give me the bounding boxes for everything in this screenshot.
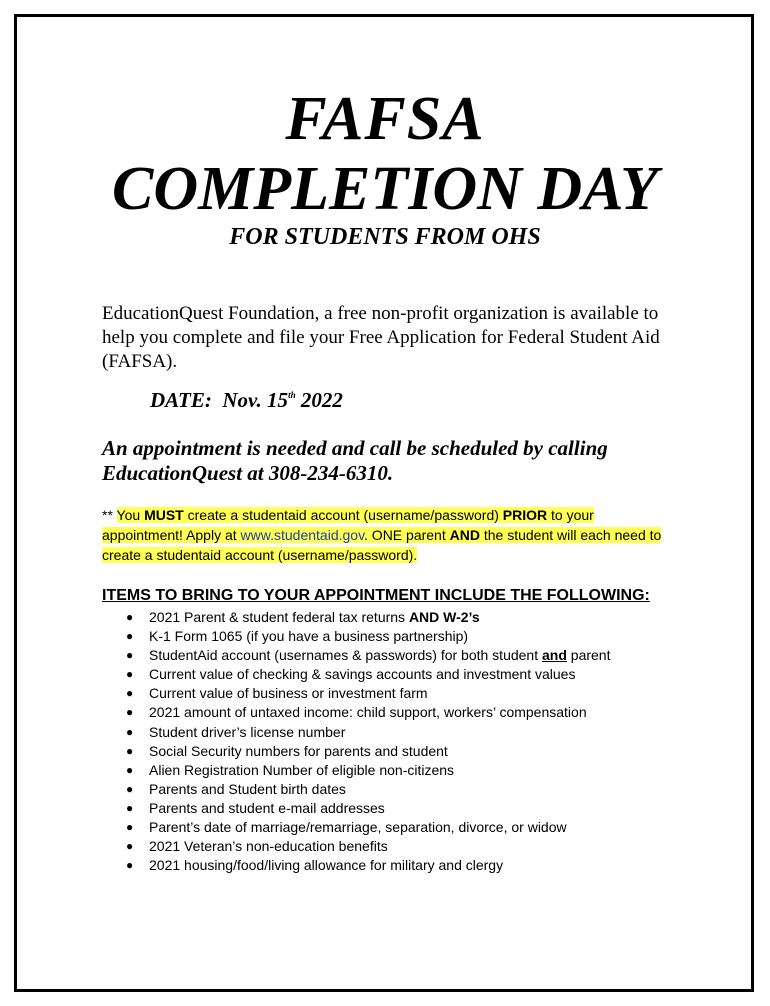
studentaid-link[interactable]: www.studentaid.gov <box>240 527 365 543</box>
notice-highlight <box>102 507 661 563</box>
page-title-line-2: COMPLETION DAY <box>112 155 658 223</box>
list-item <box>102 780 662 799</box>
list-item-text: 2021 Veteran’s non-education benefits <box>149 838 388 855</box>
list-item-text: K-1 Form 1065 (if you have a business partnership) <box>149 628 469 645</box>
bullet-icon: ● <box>126 667 134 682</box>
notice-prior: PRIOR <box>502 507 548 523</box>
bullet-icon: ● <box>126 839 134 854</box>
bullet-icon: ● <box>126 724 134 739</box>
list-item-text: 2021 amount of untaxed income: child support, workers’ compensation <box>149 704 587 721</box>
list-item-text: Alien Registration Number of eligible non-citizens <box>149 761 455 778</box>
items-list <box>102 608 662 875</box>
bullet-icon: ● <box>126 610 134 624</box>
list-item-text: Current value of business or investment farm <box>149 685 428 702</box>
list-item-text: Parents and student e-mail addresses <box>149 799 385 816</box>
bullet-icon: ● <box>126 820 134 835</box>
notice-prefix: ** <box>102 507 117 523</box>
notice-text-3: to your appointment! Apply at <box>102 507 594 543</box>
list-item-underlined: and <box>542 647 567 664</box>
notice-text-5: the student will each need to create a studentaid account (username/password). <box>102 527 662 563</box>
list-item-text-tail: parent <box>566 647 611 664</box>
list-item-text: Parent’s date of marriage/remarriage, separation, divorce, or widow <box>149 819 567 836</box>
list-item-text: Parents and Student birth dates <box>149 780 346 797</box>
page-title-line-1: FAFSA <box>285 85 485 153</box>
list-item <box>102 761 662 780</box>
notice-text-4: . ONE parent <box>364 527 450 543</box>
notice-text-1: You <box>116 507 145 523</box>
list-item <box>102 742 662 761</box>
list-item <box>102 608 662 627</box>
list-item <box>102 646 662 665</box>
bullet-icon: ● <box>126 648 134 663</box>
page-subtitle: FOR STUDENTS FROM OHS <box>229 224 541 250</box>
list-item <box>102 627 662 646</box>
list-item-text: 2021 housing/food/living allowance for military and clergy <box>149 857 504 874</box>
bullet-icon: ● <box>126 858 134 873</box>
list-item <box>102 684 662 703</box>
list-item-text: 2021 Parent & student federal tax returns <box>149 609 409 625</box>
bullet-icon: ● <box>126 686 134 701</box>
list-item-text: Current value of checking & savings accounts and investment values <box>149 666 576 683</box>
bullet-icon: ● <box>126 762 134 777</box>
list-item <box>102 818 662 837</box>
intro-paragraph: EducationQuest Foundation, a free non-profit organization is available to help you complete and file your Free Application for Federal Student Aid (FAFSA). <box>102 303 660 372</box>
list-item-emphasis: AND W-2’s <box>408 609 480 625</box>
items-heading: ITEMS TO BRING TO YOUR APPOINTMENT INCLUDE THE FOLLOWING: <box>102 587 650 604</box>
list-item <box>102 837 662 856</box>
bullet-icon: ● <box>126 781 134 796</box>
bullet-icon: ● <box>126 800 134 815</box>
list-item-text: Social Security numbers for parents and student <box>149 742 448 759</box>
notice-text-2: create a studentaid account (username/password) <box>183 507 503 523</box>
list-item <box>102 703 662 722</box>
notice-and: AND <box>449 527 480 543</box>
date-month-day: Nov. 15 <box>222 388 289 412</box>
list-item <box>102 665 662 684</box>
bullet-icon: ● <box>126 743 134 758</box>
date-suffix: th <box>288 390 296 400</box>
bullet-icon: ● <box>126 705 134 720</box>
list-item <box>102 856 662 875</box>
list-item <box>102 723 662 742</box>
event-date <box>150 388 343 413</box>
bullet-icon: ● <box>126 629 134 644</box>
notice-must: MUST <box>144 507 184 523</box>
list-item-text: Student driver’s license number <box>149 723 346 740</box>
list-item <box>102 799 662 818</box>
appointment-notice: An appointment is needed and call be scheduled by calling EducationQuest at 308-234-6310. <box>102 436 608 485</box>
date-label: DATE: <box>150 388 212 412</box>
account-notice <box>102 505 662 565</box>
date-year: 2022 <box>300 388 343 412</box>
list-item-text: StudentAid account (usernames & passwords) for both student <box>149 647 542 664</box>
